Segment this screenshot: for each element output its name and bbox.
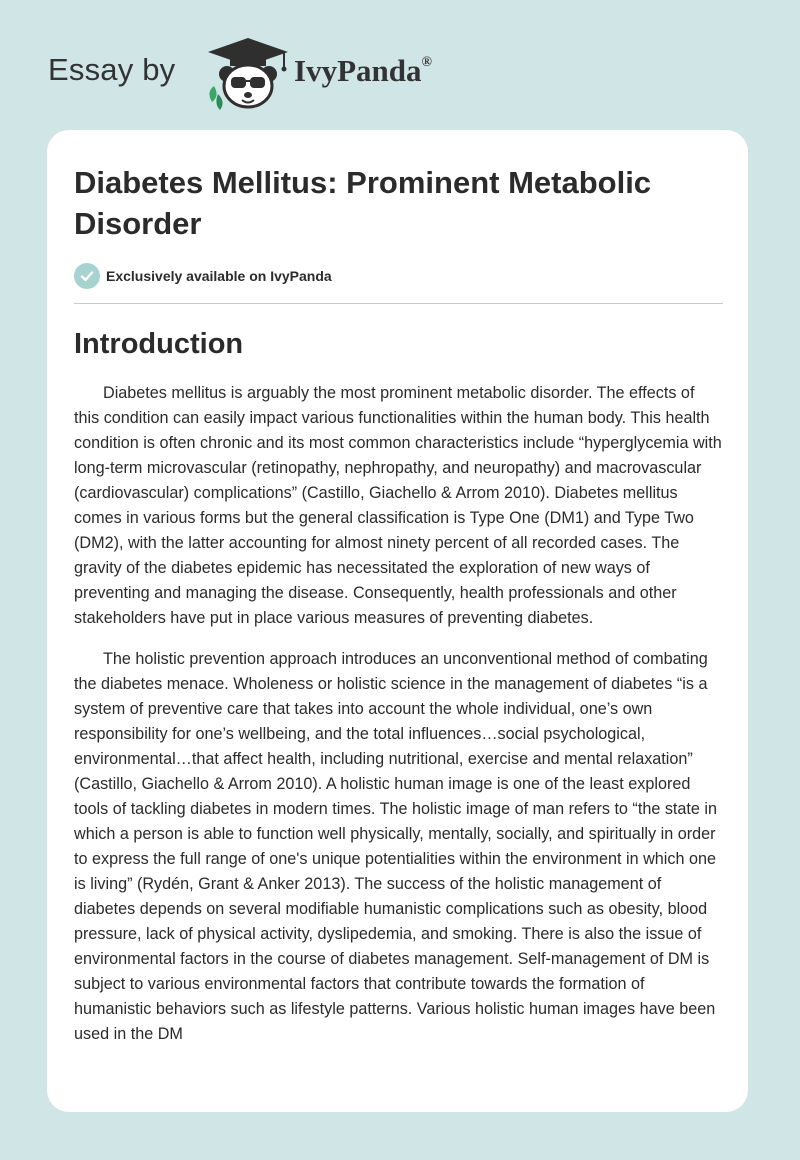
essay-by-label: Essay by — [48, 52, 176, 87]
paragraph: Diabetes mellitus is arguably the most prominent metabolic disorder. The effects of this condition can easily impact various functionalities within the human body. This health condition is often chronic and its most common characteristics include “hyperglycemia with long-term microvascular (retinopathy, nephropathy, and neuropathy) and macrovascular (cardiovascular) complications” (Castillo, Giachello & Arrom 2010). Diabetes mellitus comes in various forms but the general classification is Type One (DM1) and Type Two (DM2), with the latter accounting for almost ninety percent of all recorded cases. The gravity of the diabetes epidemic has necessitated the exploration of new ways of preventing and managing the disease. Consequently, health professionals and other stakeholders have put in place various measures of preventing diabetes. — [74, 384, 722, 627]
essay-content — [74, 162, 724, 1047]
site-header — [48, 34, 548, 114]
checkmark-icon — [74, 263, 100, 289]
registered-mark: ® — [421, 55, 432, 70]
brand-name[interactable]: IvyPanda® — [294, 53, 432, 88]
exclusive-badge-label: Exclusively available on IvyPanda — [106, 268, 332, 284]
essay-card — [47, 130, 748, 1112]
section-heading-introduction: Introduction — [74, 328, 244, 360]
exclusive-badge — [74, 262, 724, 290]
title-divider — [74, 303, 723, 304]
paragraph: The holistic prevention approach introduces an unconventional method of combating the diabetes menace. Wholeness or holistic science in the management of diabetes “is a system of preventive care that takes into account the whole individual, one’s own responsibility for one’s wellbeing, and the total influences…social psychological, environmental…that affect health, including nutritional, exercise and mental relaxation” (Castillo, Giachello & Arrom 2010). A holistic human image is one of the least explored tools of tackling diabetes in modern times. The holistic image of man refers to “the state in which a person is able to function well physically, mentally, socially, and spiritually in order to express the full range of one's unique potentialities within the environment in which one is living” (Rydén, Grant & Anker 2013). The success of the holistic management of diabetes depends on several modifiable humanistic complications such as obesity, blood pressure, lack of physical activity, dyslipedemia, and smoking. There is also the issue of environmental factors in the course of diabetes management. Self-management of DM is subject to various environmental factors that contribute towards the formation of humanistic behaviors such as lifestyle patterns. Various holistic human images have been used in the DM — [74, 650, 718, 1043]
essay-title: Diabetes Mellitus: Prominent Metabolic Disorder — [74, 165, 652, 241]
panda-logo-icon[interactable] — [204, 34, 292, 110]
